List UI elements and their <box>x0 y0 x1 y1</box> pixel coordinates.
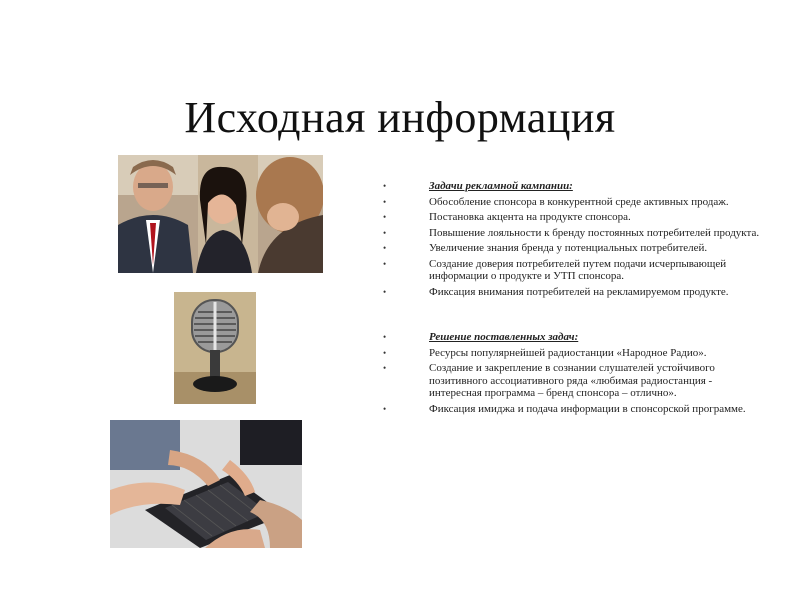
bullet: • <box>383 332 387 342</box>
bullet: • <box>383 181 387 191</box>
tasks-heading: • Задачи рекламной кампании: <box>383 180 573 192</box>
solutions-list <box>383 331 763 415</box>
list-item: • Повышение лояльности к бренду постоянных потребителей продукта. <box>383 226 760 239</box>
list-item: • Фиксация внимания потребителей на рекламируемом продукте. <box>383 285 729 298</box>
tasks-list <box>383 180 763 298</box>
business-meeting-photo <box>118 155 323 273</box>
laptop-hands-photo <box>110 420 302 548</box>
list-item: • Постановка акцента на продукте спонсора. <box>383 211 631 223</box>
list-item: • Увеличение знания бренда у потенциальных потребителей. <box>383 242 708 254</box>
slide-content <box>383 180 763 418</box>
list-item: • Фиксация имиджа и подача информации в спонсорской программе. <box>383 402 746 415</box>
list-item: • Обособление спонсора в конкурентной среде активных продаж. <box>383 195 729 208</box>
list-item: • Создание и закрепление в сознании слушателей устойчивого позитивного ассоциативного ряда «любимая радиостанция - интересная программа – бренд спонсора – отлично». <box>383 362 715 399</box>
list-item: • Ресурсы популярнейшей радиостанции «Народное Радио». <box>383 346 707 359</box>
slide-title: Исходная информация <box>184 93 616 142</box>
solutions-heading: • Решение поставленных задач: <box>383 331 579 343</box>
list-item: • Создание доверия потребителей путем подачи исчерпывающей информации о продукте и УТП спонсора. <box>383 257 727 282</box>
microphone-photo <box>174 292 256 404</box>
